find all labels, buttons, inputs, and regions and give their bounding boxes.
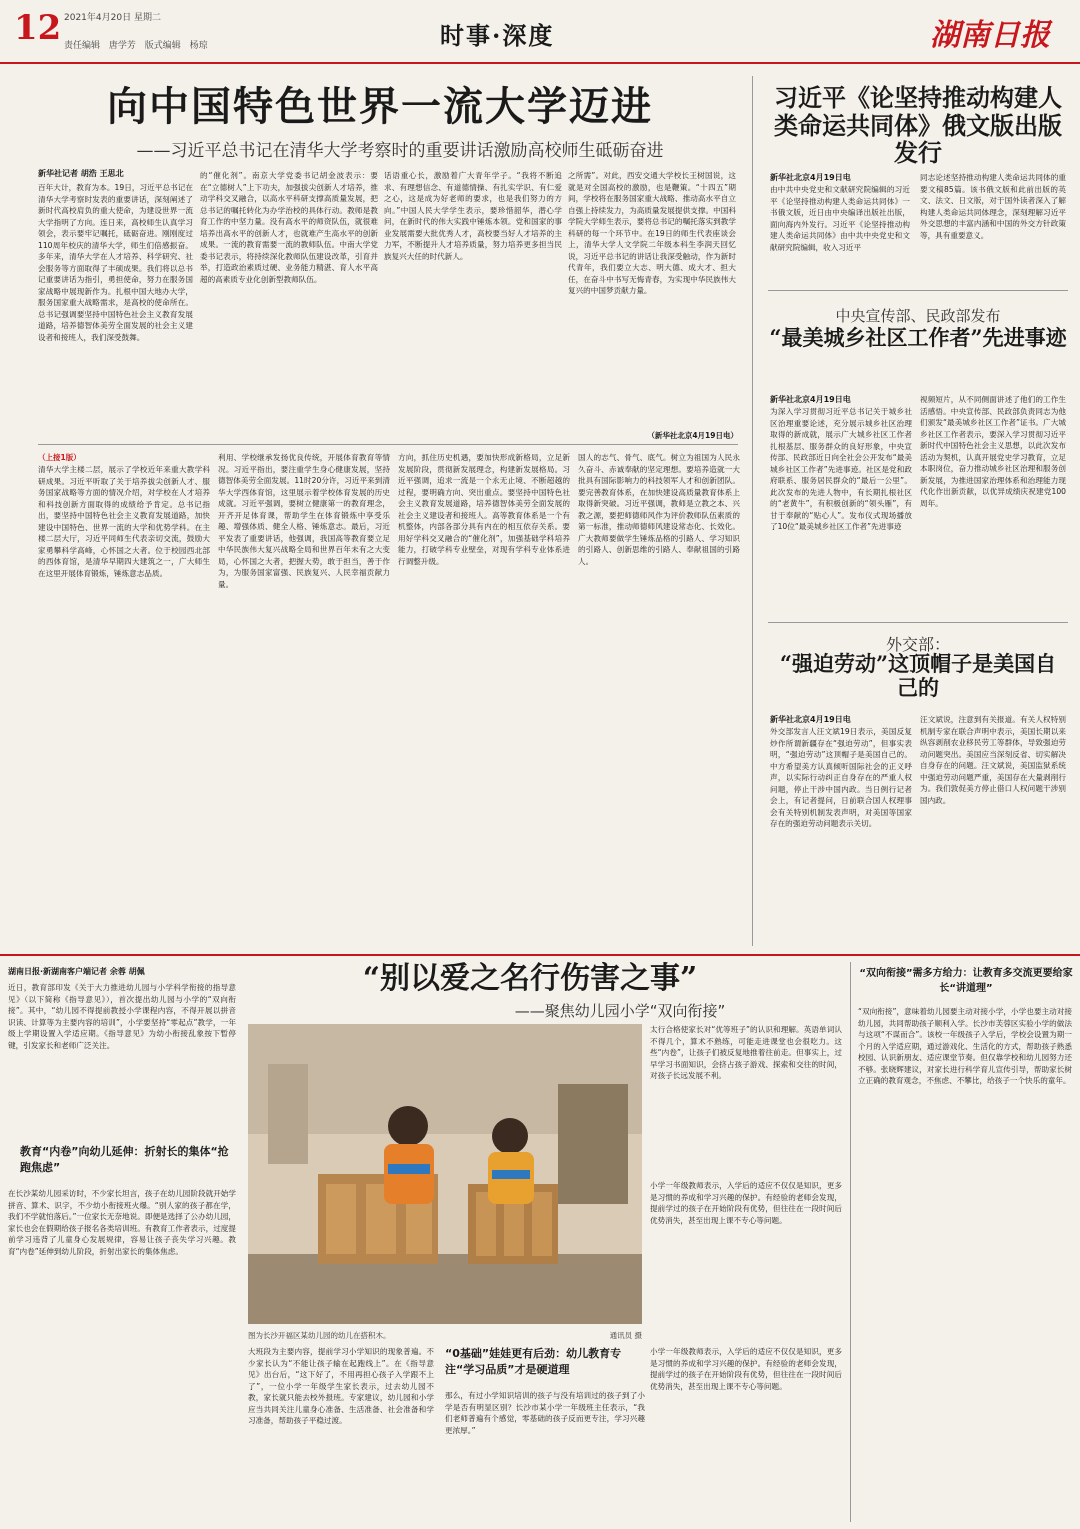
kindergarten-col-divider (850, 962, 851, 1522)
section-title: 时事·深度 (440, 21, 555, 50)
xi-book-col-1: 由中共中央党史和文献研究院编辑的习近平《论坚持推动构建人类命运共同体》一书俄文版，近日由中央编译出版社出版，面向海内外发行。习近平《论坚持推动构建人类命运共同体》由中共中央党史和文献研究院编辑，收入习近平 (770, 185, 910, 252)
lead-col-3: 话语重心长，激励着广大青年学子。“我将不断追求、有理想信念、有道德情操、有扎实学识、有仁爱之心，这是成为好老师的要求，也是我们努力的方向。”中国人民大学学生表示，要珍惜韶华，潜心学问，在新时代的伟大实践中锤炼本领。党和国家的事业发展需要大批优秀人才，高校要当好人才培养的主力军，不断提升人才培养质量，努力培养更多担当民族复兴大任的时代新人。 (384, 171, 562, 261)
children-blocks-illustration (248, 1024, 642, 1324)
lead-byline: 新华社记者 胡浩 王思北 (38, 169, 124, 178)
lead-dateline-end: （新华社北京4月19日电） (647, 431, 738, 440)
kindergarten-byline: 湖南日报·新湖南客户端记者 余蓉 胡佩 (8, 967, 145, 976)
photo-credit: 通讯员 摄 (609, 1331, 642, 1340)
kindergarten-headline: “别以爱之名行伤害之事” (362, 961, 698, 996)
kindergarten-col-4-head: “双向衔接”需多方给力：让教育多交流更要给家长“讲道理” (859, 968, 1073, 994)
xi-book-headline: 习近平《论坚持推动构建人类命运共同体》俄文版出版发行 (774, 83, 1062, 168)
kindergarten-col-3b: 小学一年级教师表示，入学后的适应不仅仅是知识，更多是习惯的养成和学习兴趣的保护。有经验的老师会发现，提前学过的孩子在开始阶段有优势，但往往在一段时间后优势消失，甚至出现上课不专心等问题。 (650, 1181, 842, 1225)
kindergarten-col-4: “双向衔接”，意味着幼儿园要主动对接小学，小学也要主动对接幼儿园，共同帮助孩子顺利入学。长沙市芙蓉区实验小学的做法与这项“不谋而合”。该校一年级孩子入学后，学校会设置为期一个月的入学适应期，通过游戏化、生活化的方式，帮助孩子熟悉校园、认识新朋友、适应课堂节奏。但仅靠学校和幼儿园努力还不够。张晓辉建议，对家长进行科学育儿宣传引导，帮助家长树立正确的教育观念，不焦虑、不攀比，给孩子一个快乐的童年。 (858, 1007, 1072, 1086)
forced-labor-col-2: 汪文斌说，注意到有关报道。有关人权特别机制专家在联合声明中表示，美国长期以来纵容剥削农业移民劳工等群体，导致强迫劳动问题突出。美国应当深刻反省、切实解决自身存在的问题。汪文斌说，美国监狱系统中强迫劳动问题严重，美国存在大量剥削行为。我们敦促美方停止借口人权问题干涉别国内政。 (920, 715, 1066, 805)
photo-caption (248, 1330, 642, 1341)
page-header (0, 0, 1080, 64)
page-number: 12 (14, 8, 62, 48)
xi-book-dateline: 新华社北京4月19日电 (770, 173, 851, 182)
kindergarten-col-1b: 在长沙某幼儿园采访时，不少家长坦言，孩子在幼儿园阶段就开始学拼音、算术、识字，不少幼小衔接班火爆。“别人家的孩子都在学，我们不学就怕落后。”一位家长无奈地说。即便是选择了公办幼儿园，家长也会在假期给孩子报名各类培训班。有教育工作者表示，过度提前学习违背了儿童身心发展规律，容易让孩子丧失学习兴趣。教育“内卷”延伸到幼儿阶段，折射出家长的集体焦虑。 (8, 1189, 236, 1256)
right-divider-2 (768, 622, 1068, 623)
forced-labor-col-1: 外交部发言人汪文斌19日表示，美国反复炒作所谓新疆存在“强迫劳动”，但事实表明，“强迫劳动”这顶帽子是美国自己的。中方希望美方认真倾听国际社会的正义呼声，以实际行动纠正自身存在的严重人权问题，停止干涉中国内政。当日例行记者会上，有记者提问，日前联合国人权理事会有关特别机制发表声明，对美国等国家存在的强迫劳动问题表示关切。 (770, 727, 912, 829)
kindergarten-subheadline: ——聚焦幼儿园小学“双向衔接” (514, 1002, 726, 1020)
kindergarten-col-3c-head: “0基础”娃娃更有后劲：幼儿教育专注“学习品质”才是硬道理 (445, 1347, 622, 1376)
lead-col-4: 之所需”。对此，西安交通大学校长王树国说，这就是对全国高校的激励，也是鞭策。“十四五”期间，学校将在服务国家重大战略、推动高水平自立自强上持续发力，为高质量发展提供支撑。中国科学院大学师生表示，要将总书记的嘱托落实到教学科研的每一个环节中。在19日的师生代表座谈会上，清华大学人文学院二年级本科生李润天回忆说，习近平总书记的讲话让我深受触动，作为新时代青年，我们要立大志、明大德、成大才、担大任，在奋斗中书写无悔青春，为实现中华民族伟大复兴的中国梦贡献力量。 (568, 171, 736, 296)
lead-cont-label: （上接1版） (38, 453, 81, 462)
community-kicker: 中央宣传部、民政部发布 (835, 307, 1001, 325)
lead-subheadline: ——习近平总书记在清华大学考察时的重要讲话激励高校师生砥砺奋进 (136, 141, 664, 161)
forced-labor-kicker: 外交部： (885, 635, 950, 654)
forced-labor-dateline: 新华社北京4月19日电 (770, 715, 851, 724)
editors-line: 责任编辑 唐学芳 版式编辑 杨琼 (64, 41, 208, 51)
xi-book-col-2: 同志论述坚持推动构建人类命运共同体的重要文稿85篇。该书俄文版和此前出版的英文、法文、日文版，对于国外读者深入了解构建人类命运共同体理念，深刻理解习近平外交思想的丰富内涵和中国的外交方针政策等，具有重要意义。 (920, 173, 1066, 240)
lead-col-1: 百年大计，教育为本。19日，习近平总书记在清华大学考察时发表的重要讲话，深刻阐述了新时代高校肩负的重大使命，为建设世界一流大学指明了方向。连日来，高校师生认真学习领会，表示要牢记嘱托，砥砺奋进。刚刚度过110周年校庆的清华大学，师生们倍感振奋。多年来，清华大学在人才培养、科学研究、社会服务等方面取得了丰硕成果。我们将以总书记重要讲话为指引，勇担使命，努力在服务国家战略中展现新作为。扎根中国大地办大学，服务国家重大战略需求，是高校的使命所在。总书记强调要坚持中国特色社会主义教育发展道路，培养德智体美劳全面发展的社会主义建设者和接班人，我们深受鼓舞。 (38, 183, 193, 342)
kindergarten-col-1a: 近日，教育部印发《关于大力推进幼儿园与小学科学衔接的指导意见》（以下简称《指导意见》），首次提出幼儿园与小学的“双向衔接”。其中，“幼儿园不得提前教授小学课程内容，不得开展以拼音识读、计算等为主要内容的培训”，小学要坚持“零起点”教学，一年级上学期设置入学适应期。《指导意见》为幼小衔接乱象按下暂停键，引发家长和老师广泛关注。 (8, 983, 236, 1050)
lead-col-2: 的“催化剂”。南京大学党委书记胡金波表示：要在“立德树人”上下功夫，加强拔尖创新人才培养，推动学科交叉融合，以高水平科研支撑高质量发展，把总书记的嘱托转化为办学治校的具体行动。教师是教育工作的中坚力量。没有高水平的师资队伍，就很难培养出高水平的创新人才，也就难产生高水平的创新成果。一流的教育需要一流的教师队伍。中南大学党委书记表示，将持续深化教师队伍建设改革，引育并举，打造政治素质过硬、业务能力精湛、育人水平高超的高素质专业化创新型教师队伍。 (200, 171, 378, 284)
kindergarten-photo (248, 1024, 642, 1324)
kindergarten-col-3d: 小学一年级教师表示，入学后的适应不仅仅是知识，更多是习惯的养成和学习兴趣的保护。有经验的老师会发现，提前学过的孩子在开始阶段有优势，但往往在一段时间后优势消失，甚至出现上课不专心等问题。 (650, 1347, 842, 1391)
community-col-2: 视频短片，从不同侧面讲述了他们的工作生活感悟。中央宣传部、民政部负责同志为他们颁发“最美城乡社区工作者”证书。广大城乡社区工作者表示，要深入学习贯彻习近平新时代中国特色社会主义思想，以此次发布活动为契机，认真开展党史学习教育，立足本职岗位，奋力推动城乡社区治理和服务创新发展，为推进国家治理体系和治理能力现代化作出新贡献，以优异成绩庆祝建党100周年。 (920, 395, 1066, 508)
right-divider-1 (768, 290, 1068, 291)
community-col-1: 为深入学习贯彻习近平总书记关于城乡社区治理重要论述，充分展示城乡社区治理取得的新成就，展示广大城乡社区工作者扎根基层、服务群众的良好形象，中央宣传部、民政部近日向全社会公开发布“最美城乡社区工作者”先进事迹。社区是党和政府联系、服务居民群众的“最后一公里”。此次发布的先进人物中，有长期扎根社区的“老黄牛”，有积极创新的“领头雁”，有甘于奉献的“贴心人”。发布仪式现场播放了10位“最美城乡社区工作者”先进事迹 (770, 407, 912, 532)
issue-date: 2021年4月20日 星期二 (64, 13, 161, 23)
kindergarten-col-3c: 那么，有过小学知识培训的孩子与没有培训过的孩子到了小学是否有明显区别？长沙市某小学一年级班主任表示，“我们老师普遍有个感觉，零基础的孩子反而更专注，学习兴趣更浓厚。” (445, 1391, 645, 1435)
lead-col-5: 清华大学主楼二层，展示了学校近年来重大教学科研成果。习近平听取了关于培养拔尖创新人才、服务国家战略等方面的情况介绍，对学校在人才培养和科技创新方面取得的成绩给予肯定。总书记指出，要坚持中国特色社会主义教育发展道路，加快建设中国特色、世界一流的大学和优势学科。在主楼二层大厅，习近平同师生代表亲切交流，鼓励大家勇攀科学高峰，心怀国之大者。位于校园西北部的西体育馆，是清华早期四大建筑之一，广大师生在这里开展体育锻炼，锤炼意志品质。 (38, 465, 210, 578)
photo-caption-text: 图为长沙开福区某幼儿园的幼儿在搭积木。 (248, 1331, 391, 1340)
community-dateline: 新华社北京4月19日电 (770, 395, 851, 404)
lead-col-8: 国人的志气、骨气、底气。树立为祖国为人民永久奋斗、赤诚奉献的坚定理想。要培养造就一大批具有国际影响力的科技领军人才和创新团队。要完善教育体系，在加快建设高质量教育体系上取得新突破。习近平强调，教师是立教之本、兴教之源，要把师德师风作为评价教师队伍素质的第一标准，推动师德师风建设常态化、长效化。广大教师要做学生锤炼品格的引路人、学习知识的引路人、创新思维的引路人、奉献祖国的引路人。 (578, 453, 740, 566)
lead-col-7: 方向，抓住历史机遇，要加快形成新格局，立足新发展阶段，贯彻新发展理念，构建新发展格局。习近平强调，追求一流是一个永无止境、不断超越的过程，要明确方向、突出重点。要坚持中国特色社会主义教育发展道路，培养德智体美劳全面发展的社会主义建设者和接班人。高等教育体系是一个有机整体，内部各部分具有内在的相互依存关系。要用好学科交叉融合的“催化剂”，加强基础学科培养能力，打破学科专业壁垒，对现有学科专业体系进行调整升级。 (398, 453, 570, 566)
kindergarten-col-2: 大班段为主要内容，提前学习小学知识的现象普遍。不少家长认为“不能让孩子输在起跑线上”。在《指导意见》出台后，“这下好了，不用再担心孩子入学跟不上了”，一位小学一年级学生家长表示，过去幼儿园不教，家长就只能去校外报班。专家建议，幼儿园和小学应当共同关注儿童身心准备、生活准备、社会准备和学习准备，帮助孩子平稳过渡。 (248, 1347, 434, 1426)
paper-logo: 湖南日报 (930, 18, 1050, 53)
forced-labor-headline: “强迫劳动”这顶帽子是美国自己的 (779, 651, 1057, 701)
lead-divider (38, 444, 738, 445)
community-headline: “最美城乡社区工作者”先进事迹 (769, 325, 1067, 350)
lead-col-6: 利用、学校继承发扬优良传统，开展体育教育等情况。习近平指出，要注重学生身心健康发展，坚持德智体美劳全面发展。11时20分许，习近平来到清华大学西体育馆，这里展示着学校体育发展的历史成就。习近平强调，要树立健康第一的教育理念，开齐开足体育课，帮助学生在体育锻炼中享受乐趣、增强体质、健全人格、锤炼意志。最后，习近平发表了重要讲话，他强调，我国高等教育要立足中华民族伟大复兴战略全局和世界百年未有之大变局，心怀国之大者，把握大势，敢于担当，善于作为，为服务国家富强、民族复兴、人民幸福贡献力量。 (218, 453, 390, 589)
kindergarten-col-1-head: 教育“内卷”向幼儿延伸：折射长的集体“抢跑焦虑” (20, 1145, 229, 1174)
column-divider (752, 76, 753, 946)
kindergarten-col-3a: 太行合格使家长对“优等班子”的认识和理解。英语单词认不得几个，算术不熟练，可能走进课堂也会很吃力。这些“内卷”，让孩子们被反复地推着往前走。但事实上，过早学习书面知识，会挤占孩子游戏、探索和交往的时间，对孩子长远发展不利。 (650, 1025, 842, 1081)
lead-headline: 向中国特色世界一流大学迈进 (107, 83, 653, 130)
